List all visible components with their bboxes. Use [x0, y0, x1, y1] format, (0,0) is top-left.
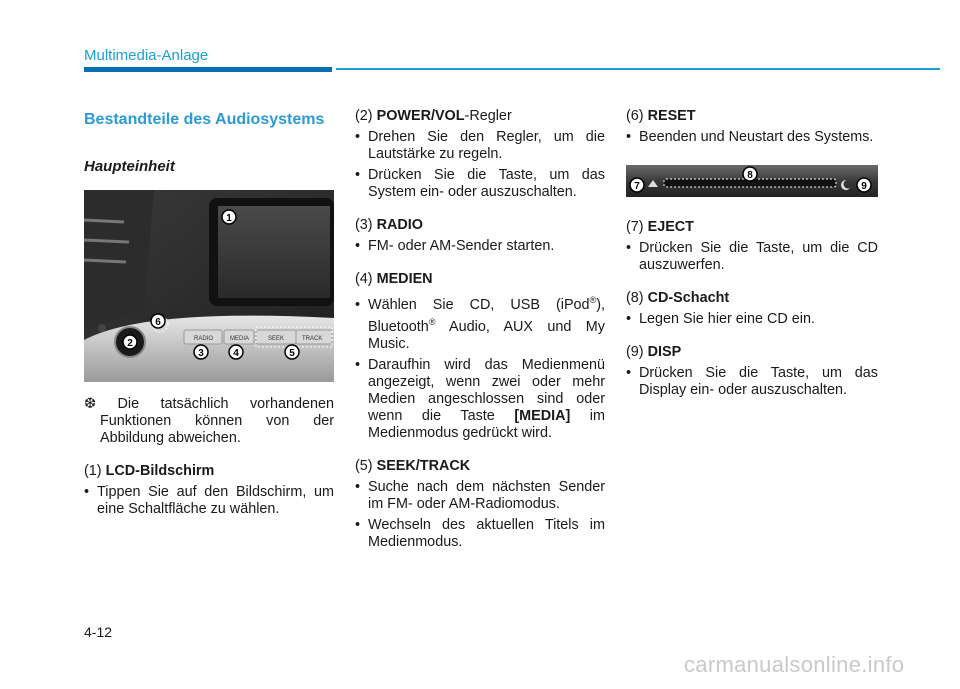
seek-button-label: SEEK	[268, 336, 285, 342]
column-3	[626, 108, 878, 399]
radio-button-label: RADIO	[194, 336, 214, 342]
header-bar-accent	[84, 67, 332, 72]
callout-9: 9	[861, 181, 867, 192]
callout-2: 2	[127, 338, 133, 349]
cd-slot-illustration	[626, 165, 878, 197]
column-1	[84, 108, 334, 518]
bullet: • Daraufhin wird das Medienmenü angezeigt, wenn zwei oder mehr Medien angeschlossen sind oder wenn die Taste [MEDIA] im Medienmodus gedrückt wird.	[355, 357, 605, 442]
note-disclaimer: ❆ Die tatsächlich vorhandenen Funktionen können von der Abbildung abweichen.	[84, 396, 334, 446]
head-unit-image	[84, 190, 334, 382]
subsection-title: Haupteinheit	[84, 158, 175, 175]
item-lcd-screen: (1) LCD-Bildschirm • Tippen Sie auf den Bildschirm, um eine Schaltfläche zu wählen.	[84, 463, 334, 518]
bullet: • Wählen Sie CD, USB (iPod®), Bluetooth® Audio, AUX und My Music.	[355, 292, 605, 353]
item-reset: (6) RESET • Beenden und Neustart des Systems.	[626, 108, 878, 146]
callout-7: 7	[634, 181, 640, 192]
note-mark: ❆	[84, 396, 97, 412]
item-eject: (7) EJECT • Drücken Sie die Taste, um die CD auszuwerfen.	[626, 219, 878, 274]
bullet: • Drücken Sie die Taste, um das System ein- oder auszuschalten.	[355, 167, 605, 201]
section-header: Multimedia-Anlage	[84, 47, 209, 64]
column-2	[355, 108, 605, 551]
cd-slot-image	[626, 165, 878, 197]
callout-6: 6	[155, 317, 161, 328]
bullet: • Beenden und Neustart des Systems.	[626, 129, 878, 146]
item-seek-track: (5) SEEK/TRACK • Suche nach dem nächsten Sender im FM- oder AM-Radiomodus. • Wechseln des aktuellen Titels im Medienmodus.	[355, 458, 605, 551]
watermark: carmanualsonline.info	[684, 652, 905, 677]
bullet: • Legen Sie hier eine CD ein.	[626, 311, 878, 328]
callout-4: 4	[233, 348, 239, 359]
page-number: 4-12	[84, 624, 113, 640]
header-bar-line	[336, 68, 940, 70]
bullet: • Drücken Sie die Taste, um die CD auszuwerfen.	[626, 240, 878, 274]
item-radio: (3) RADIO • FM- oder AM-Sender starten.	[355, 217, 605, 255]
bullet: • Suche nach dem nächsten Sender im FM- oder AM-Radiomodus.	[355, 479, 605, 513]
track-button-label: TRACK	[302, 336, 323, 342]
bullet: • Tippen Sie auf den Bildschirm, um eine Schaltfläche zu wählen.	[84, 484, 334, 518]
item-power-vol: (2) POWER/VOL-Regler • Drehen Sie den Regler, um die Lautstärke zu regeln. • Drücken Sie die Taste, um das System ein- oder auszuschalten.	[355, 108, 605, 201]
item-cd-slot: (8) CD-Schacht • Legen Sie hier eine CD ein.	[626, 290, 878, 328]
callout-5: 5	[289, 348, 295, 359]
callout-1: 1	[226, 213, 232, 224]
callout-8: 8	[747, 170, 753, 181]
item-disp: (9) DISP • Drücken Sie die Taste, um das Display ein- oder auszuschalten.	[626, 344, 878, 399]
bullet: • Wechseln des aktuellen Titels im Medienmodus.	[355, 517, 605, 551]
bullet: • Drücken Sie die Taste, um das Display ein- oder auszuschalten.	[626, 365, 878, 399]
head-unit-illustration	[84, 190, 334, 382]
bullet: • Drehen Sie den Regler, um die Lautstärke zu regeln.	[355, 129, 605, 163]
item-medien: (4) MEDIEN • Wählen Sie CD, USB (iPod®), Bluetooth® Audio, AUX und My Music. • Daraufhin wird das Medienmenü angezeigt, wenn zwei oder mehr Medien angeschlossen sind oder wenn die Taste [MEDIA] im Medienmodus gedrückt wird.	[355, 271, 605, 442]
section-title: Bestandteile des Audiosystems	[84, 111, 325, 128]
bullet: • FM- oder AM-Sender starten.	[355, 238, 605, 255]
media-button-label: MEDIA	[230, 336, 250, 342]
callout-3: 3	[198, 348, 204, 359]
